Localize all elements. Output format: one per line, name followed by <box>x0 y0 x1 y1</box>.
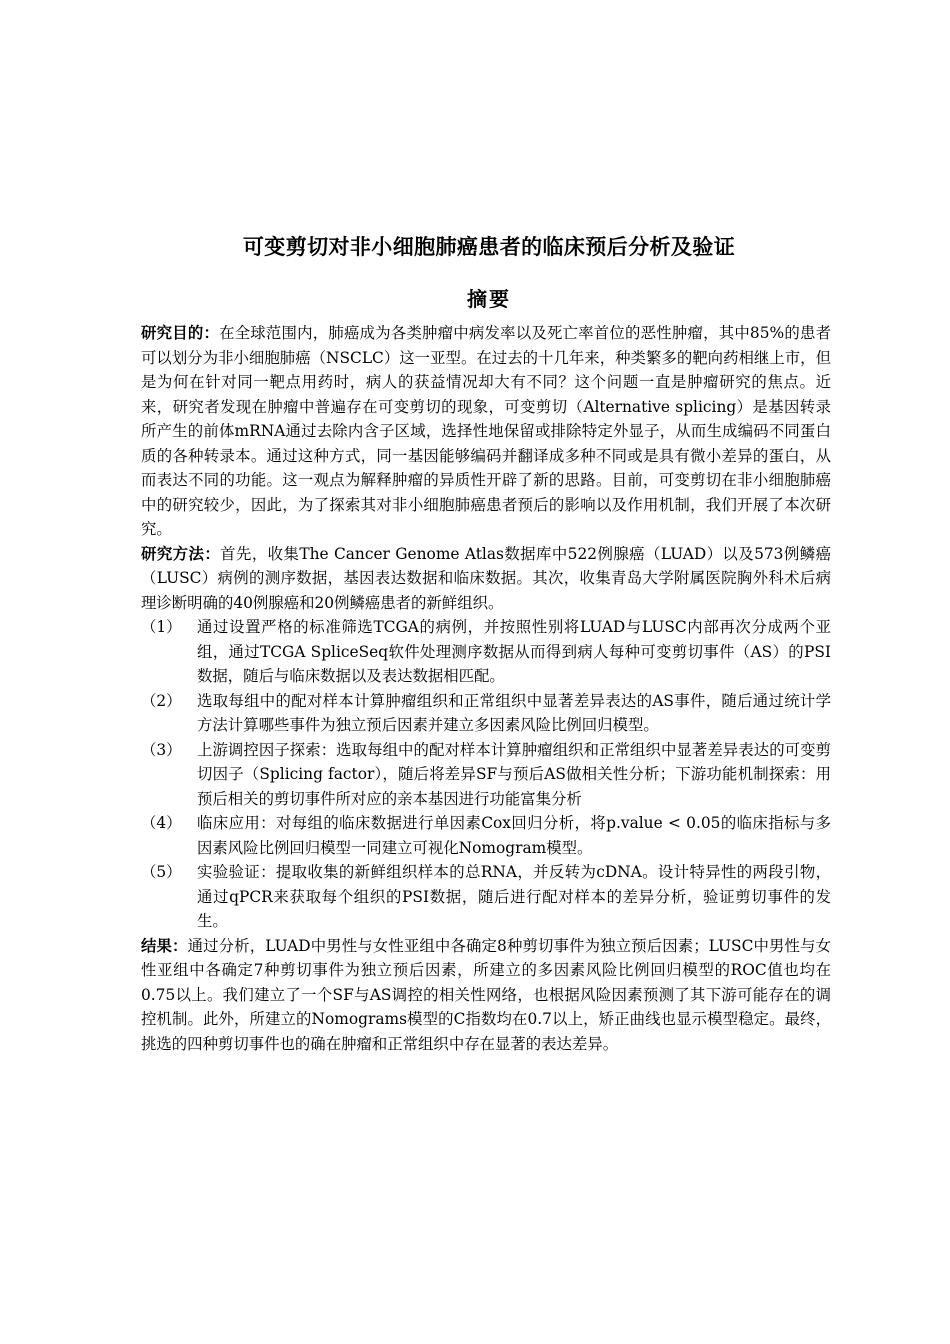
methods-step <box>141 615 831 689</box>
step-text: 实验验证：提取收集的新鲜组织样本的总RNA，并反转为cDNA。设计特异性的两段引物，通过qPCR来获取每个组织的PSI数据，随后进行配对样本的差异分析，验证剪切事件的发生。 <box>197 863 831 930</box>
abstract-body <box>141 321 831 1056</box>
step-number: （4） <box>141 814 182 832</box>
methods-label: 研究方法： <box>141 544 221 563</box>
results-label: 结果： <box>141 936 188 955</box>
methods-step <box>141 689 831 738</box>
step-number: （5） <box>141 863 182 881</box>
objective-label: 研究目的： <box>141 324 220 342</box>
results-text: 通过分析，LUAD中男性与女性亚组中各确定8种剪切事件为独立预后因素；LUSC中男性与女性亚组中各确定7种剪切事件为独立预后因素，所建立的多因素风险比例回归模型的ROC值也均在0.75以上。我们建立了一个SF与AS调控的相关性网络，也根据风险因素预测了其下游可能存在的调控机制。此外，所建立的Nomograms模型的C指数均在0.7以上，矫正曲线也显示模型稳定。最终，挑选的四种剪切事件也的确在肿瘤和正常组织中存在显著的表达差异。 <box>141 936 831 1053</box>
methods-text: 首先，收集The Cancer Genome Atlas数据库中522例腺癌（LUAD）以及573例鳞癌（LUSC）病例的测序数据，基因表达数据和临床数据。其次，收集青岛大学附属医院胸外科术后病理诊断明确的40例腺癌和20例鳞癌患者的新鲜组织。 <box>141 544 831 612</box>
step-number: （1） <box>141 618 182 636</box>
methods-step <box>141 811 831 860</box>
methods-step <box>141 738 831 812</box>
step-number: （2） <box>141 691 182 710</box>
step-text: 临床应用：对每组的临床数据进行单因素Cox回归分析，将p.value < 0.05的临床指标与多因素风险比例回归模型一同建立可视化Nomogram模型。 <box>197 814 831 857</box>
step-text: 通过设置严格的标准筛选TCGA的病例，并按照性别将LUAD与LUSC内部再次分成两个亚组，通过TCGA SpliceSeq软件处理测序数据从而得到病人每种可变剪切事件（AS）的PSI数据，随后与临床数据以及表达数据相匹配。 <box>197 618 831 685</box>
methods-paragraph <box>141 542 831 616</box>
results-paragraph <box>141 934 831 1057</box>
step-text: 上游调控因子探索：选取每组中的配对样本计算肿瘤组织和正常组织中显著差异表达的可变剪切因子（Splicing factor），随后将差异SF与预后AS做相关性分析；下游功能机制探索：用预后相关的剪切事件所对应的亲本基因进行功能富集分析 <box>197 740 831 808</box>
step-number: （3） <box>141 740 182 759</box>
objective-paragraph <box>141 321 831 542</box>
methods-step <box>141 860 831 934</box>
step-text: 选取每组中的配对样本计算肿瘤组织和正常组织中显著差异表达的AS事件，随后通过统计学方法计算哪些事件为独立预后因素并建立多因素风险比例回归模型。 <box>197 691 831 734</box>
abstract-heading: 摘要 <box>467 287 511 311</box>
objective-text: 在全球范围内，肺癌成为各类肿瘤中病发率以及死亡率首位的恶性肿瘤，其中85%的患者可以划分为非小细胞肺癌（NSCLC）这一亚型。在过去的十几年来，种类繁多的靶向药相继上市，但是为何在针对同一靶点用药时，病人的获益情况却大有不同？这个问题一直是肿瘤研究的焦点。近来，研究者发现在肿瘤中普遍存在可变剪切的现象，可变剪切（Alternative splicing）是基因转录所产生的前体mRNA通过去除内含子区域，选择性地保留或排除特定外显子，从而生成编码不同蛋白质的各种转录本。通过这种方式，同一基因能够编码并翻译成多种不同或是具有微小差异的蛋白，从而表达不同的功能。这一观点为解释肿瘤的异质性开辟了新的思路。目前，可变剪切在非小细胞肺癌中的研究较少，因此，为了探索其对非小细胞肺癌患者预后的影响以及作用机制，我们开展了本次研究。 <box>141 324 831 538</box>
document-title: 可变剪切对非小细胞肺癌患者的临床预后分析及验证 <box>242 235 736 259</box>
